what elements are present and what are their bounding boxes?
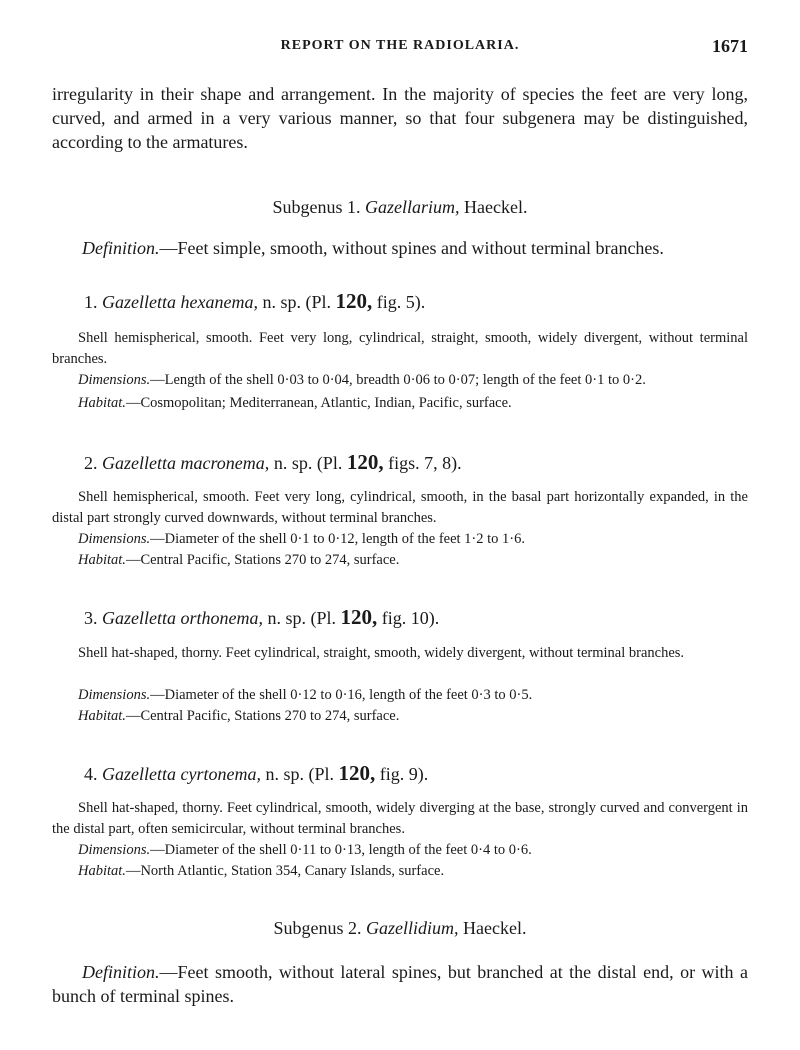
subgenus-2-name: Gazellidium, (366, 918, 459, 938)
species-number: 4. (84, 764, 98, 784)
species-4-description: Shell hat-shaped, thorny. Feet cylindrical, smooth, widely diverging at the base, strongly curved and convergent in the distal part, often semicircular, without terminal branches. (52, 800, 748, 837)
species-number: 3. (84, 608, 98, 628)
dimensions-label: Dimensions. (78, 531, 151, 547)
figure-ref: fig. 10). (381, 608, 440, 628)
species-nsp: n. sp. (Pl. (273, 453, 343, 473)
subgenus-1-heading (0, 197, 800, 218)
figure-ref: fig. 5). (376, 292, 426, 312)
intro-paragraph: irregularity in their shape and arrangement. In the majority of species the feet are very long, curved, and armed in a very various manner, so that four subgenera may be distinguished, according to the armatures. (52, 84, 748, 152)
dimensions-label: Dimensions. (78, 372, 151, 388)
species-1-dimensions (78, 370, 748, 391)
species-number: 2. (84, 453, 98, 473)
plate-number: 120, (338, 761, 376, 785)
species-3-dimensions (78, 685, 748, 706)
subgenus-1-author: Haeckel. (464, 197, 528, 217)
species-2-dimensions (78, 529, 748, 550)
definition-label: Definition. (82, 962, 160, 982)
plate-number: 120, (335, 289, 373, 313)
dimensions-label: Dimensions. (78, 842, 151, 858)
subgenus-2-definition (52, 960, 748, 1008)
species-3-title (84, 605, 439, 630)
species-4-habitat (78, 861, 748, 882)
plate-number: 120, (340, 605, 378, 629)
dimensions-text: —Diameter of the shell 0·1 to 0·12, length of the feet 1·2 to 1·6. (150, 531, 525, 547)
species-nsp: n. sp. (Pl. (267, 608, 336, 628)
subgenus-2-prefix: Subgenus 2. (273, 918, 362, 938)
figure-ref: fig. 9). (379, 764, 429, 784)
species-3-habitat (78, 706, 748, 727)
species-2-title (84, 450, 462, 475)
habitat-text: —Central Pacific, Stations 270 to 274, surface. (125, 552, 400, 568)
dimensions-label: Dimensions. (78, 687, 151, 703)
species-2-description: Shell hemispherical, smooth. Feet very long, cylindrical, smooth, in the basal part horizontally expanded, in the distal part strongly curved downwards, without terminal branches. (52, 489, 748, 526)
habitat-text: —Cosmopolitan; Mediterranean, Atlantic, Indian, Pacific, surface. (125, 395, 512, 411)
species-nsp: n. sp. (Pl. (262, 292, 331, 312)
species-1-title (84, 289, 425, 314)
species-4-dimensions (78, 840, 748, 861)
plate-number: 120, (346, 450, 384, 474)
habitat-label: Habitat. (78, 395, 126, 411)
species-4-title (84, 761, 428, 786)
species-number: 1. (84, 292, 98, 312)
subgenus-1-definition (52, 236, 748, 260)
running-head (52, 38, 748, 62)
habitat-text: —North Atlantic, Station 354, Canary Islands, surface. (125, 863, 445, 879)
species-name: Gazelletta macronema, (102, 453, 270, 473)
subgenus-1-prefix: Subgenus 1. (272, 197, 361, 217)
habitat-label: Habitat. (78, 708, 126, 724)
dimensions-text: —Diameter of the shell 0·11 to 0·13, length of the feet 0·4 to 0·6. (150, 842, 532, 858)
running-title: REPORT ON THE RADIOLARIA. (280, 38, 520, 53)
subgenus-2-heading (0, 918, 800, 939)
species-1-description: Shell hemispherical, smooth. Feet very long, cylindrical, straight, smooth, widely divergent, without terminal branches. (52, 330, 748, 367)
subgenus-2-author: Haeckel. (463, 918, 527, 938)
species-1-habitat (78, 393, 748, 414)
definition-text: —Feet simple, smooth, without spines and without terminal branches. (159, 238, 664, 258)
species-2-habitat (78, 550, 748, 571)
habitat-label: Habitat. (78, 552, 126, 568)
subgenus-1-name: Gazellarium, (365, 197, 460, 217)
page-number: 1671 (712, 36, 748, 56)
species-name: Gazelletta orthonema, (102, 608, 263, 628)
species-name: Gazelletta cyrtonema, (102, 764, 261, 784)
species-nsp: n. sp. (Pl. (265, 764, 334, 784)
species-name: Gazelletta hexanema, (102, 292, 258, 312)
definition-label: Definition. (82, 238, 160, 258)
dimensions-text: —Diameter of the shell 0·12 to 0·16, length of the feet 0·3 to 0·5. (150, 687, 533, 703)
definition-text: —Feet smooth, without lateral spines, but branched at the distal end, or with a bunch of terminal spines. (52, 962, 748, 1006)
dimensions-text: —Length of the shell 0·03 to 0·04, breadth 0·06 to 0·07; length of the feet 0·1 to 0·2. (150, 372, 646, 388)
habitat-label: Habitat. (78, 863, 126, 879)
species-3-description: Shell hat-shaped, thorny. Feet cylindrical, straight, smooth, widely divergent, without terminal branches. (78, 645, 685, 661)
figure-ref: figs. 7, 8). (388, 453, 462, 473)
habitat-text: —Central Pacific, Stations 270 to 274, surface. (125, 708, 400, 724)
